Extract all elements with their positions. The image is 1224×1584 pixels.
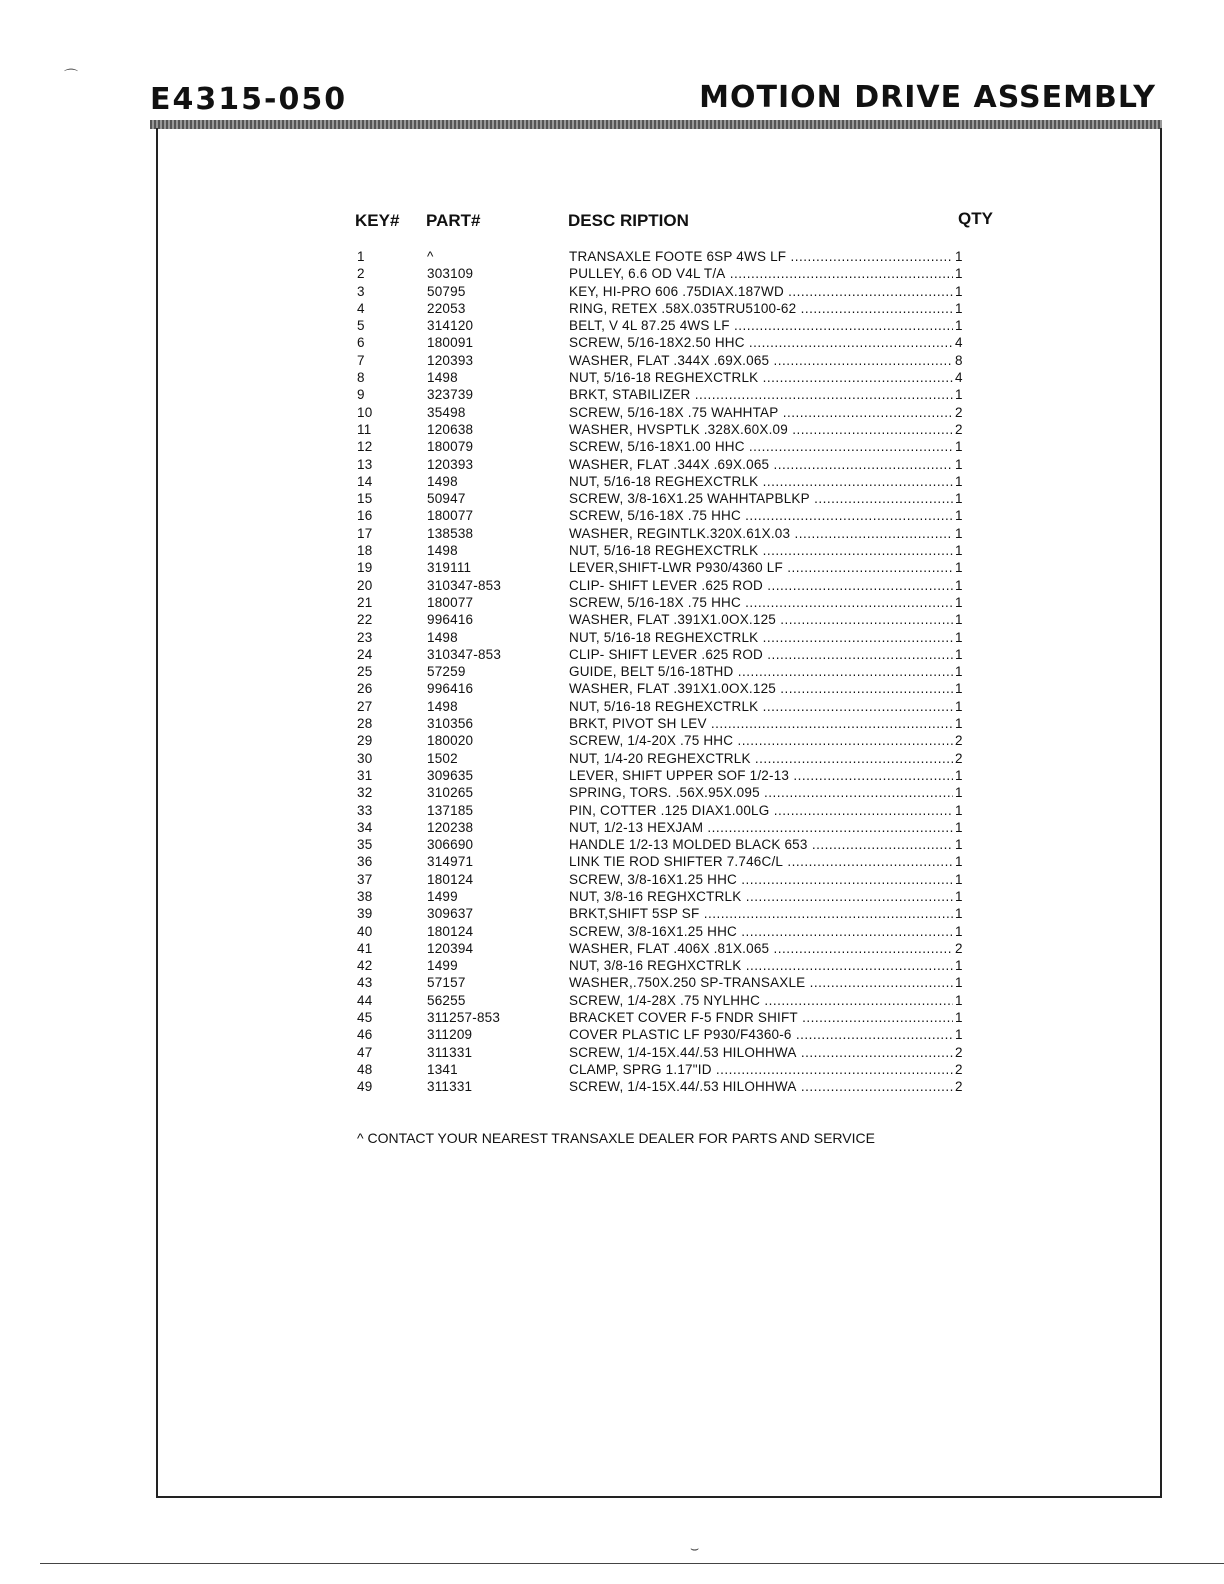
row-key: 40 bbox=[357, 923, 373, 939]
row-description: NUT, 5/16-18 REGHEXCTRLK ..... bbox=[569, 698, 953, 715]
row-description: CLAMP, SPRG 1.17"ID ..... bbox=[569, 1061, 953, 1078]
row-key: 37 bbox=[357, 871, 373, 887]
table-row bbox=[0, 663, 1224, 680]
row-key: 14 bbox=[357, 473, 373, 489]
row-description: WASHER, FLAT .406X .81X.065 ..... bbox=[569, 940, 953, 957]
row-quantity: 1 bbox=[955, 785, 963, 801]
table-row bbox=[0, 1044, 1224, 1061]
table-row bbox=[0, 1026, 1224, 1043]
row-quantity: 1 bbox=[955, 664, 963, 680]
table-row bbox=[0, 784, 1224, 801]
row-quantity: 1 bbox=[955, 560, 963, 576]
column-header-key: KEY# bbox=[355, 211, 400, 230]
row-description: WASHER, FLAT .391X1.0OX.125 ..... bbox=[569, 680, 953, 697]
row-key: 35 bbox=[357, 837, 373, 853]
table-row bbox=[0, 905, 1224, 922]
row-key: 3 bbox=[357, 283, 365, 299]
column-header-qty: QTY bbox=[958, 209, 993, 228]
row-key: 42 bbox=[357, 958, 373, 974]
table-row bbox=[0, 542, 1224, 559]
row-part-number: 120393 bbox=[427, 456, 474, 472]
row-quantity: 1 bbox=[955, 1010, 963, 1026]
row-description: WASHER, REGINTLK.320X.61X.03 ..... bbox=[569, 525, 953, 542]
row-description: NUT, 5/16-18 REGHEXCTRLK ..... bbox=[569, 542, 953, 559]
row-quantity: 1 bbox=[955, 716, 963, 732]
row-key: 7 bbox=[357, 352, 365, 368]
row-description: SCREW, 1/4-15X.44/.53 HILOHHWA ..... bbox=[569, 1044, 953, 1061]
row-description: HANDLE 1/2-13 MOLDED BLACK 653 ..... bbox=[569, 836, 953, 853]
row-quantity: 1 bbox=[955, 249, 963, 264]
row-part-number: 1498 bbox=[427, 629, 458, 645]
row-key: 16 bbox=[357, 508, 373, 524]
table-row bbox=[0, 456, 1224, 473]
row-quantity: 2 bbox=[955, 940, 963, 956]
row-part-number: 120393 bbox=[427, 352, 474, 368]
row-key: 32 bbox=[357, 785, 373, 801]
row-part-number: 1498 bbox=[427, 473, 458, 489]
row-description: WASHER, HVSPTLK .328X.60X.09 ..... bbox=[569, 421, 953, 438]
row-key: 25 bbox=[357, 664, 373, 680]
row-key: 39 bbox=[357, 906, 373, 922]
row-quantity: 1 bbox=[955, 975, 963, 991]
table-row bbox=[0, 1009, 1224, 1026]
row-key: 2 bbox=[357, 266, 365, 282]
row-part-number: ^ bbox=[427, 249, 434, 264]
row-part-number: 311331 bbox=[427, 1044, 473, 1060]
parts-list bbox=[0, 248, 1224, 1096]
row-description: LEVER,SHIFT-LWR P930/4360 LF ..... bbox=[569, 559, 953, 576]
row-description: BRACKET COVER F-5 FNDR SHIFT ..... bbox=[569, 1009, 953, 1026]
table-row bbox=[0, 421, 1224, 438]
row-key: 1 bbox=[357, 249, 365, 264]
table-row bbox=[0, 923, 1224, 940]
table-row bbox=[0, 283, 1224, 300]
row-description: COVER PLASTIC LF P930/F4360-6 ..... bbox=[569, 1026, 953, 1043]
row-quantity: 1 bbox=[955, 923, 963, 939]
row-quantity: 2 bbox=[955, 404, 963, 420]
row-quantity: 1 bbox=[955, 300, 963, 316]
row-part-number: 1498 bbox=[427, 543, 458, 559]
row-quantity: 1 bbox=[955, 888, 963, 904]
row-part-number: 310347-853 bbox=[427, 646, 502, 662]
table-row bbox=[0, 577, 1224, 594]
document-title: MOTION DRIVE ASSEMBLY bbox=[699, 80, 1156, 115]
row-description: NUT, 3/8-16 REGHXCTRLK ..... bbox=[569, 957, 953, 974]
row-key: 30 bbox=[357, 750, 373, 766]
table-row bbox=[0, 611, 1224, 628]
row-description: RING, RETEX .58X.035TRU5100-62 ..... bbox=[569, 300, 953, 317]
table-row bbox=[0, 957, 1224, 974]
row-description: CLIP- SHIFT LEVER .625 ROD ..... bbox=[569, 577, 953, 594]
row-quantity: 1 bbox=[955, 612, 963, 628]
table-row bbox=[0, 404, 1224, 421]
row-description: GUIDE, BELT 5/16-18THD ..... bbox=[569, 663, 953, 680]
row-key: 28 bbox=[357, 716, 373, 732]
row-quantity: 1 bbox=[955, 802, 963, 818]
table-row bbox=[0, 715, 1224, 732]
table-row bbox=[0, 507, 1224, 524]
row-part-number: 303109 bbox=[427, 266, 474, 282]
row-key: 21 bbox=[357, 594, 373, 610]
row-description: SCREW, 5/16-18X .75 HHC ..... bbox=[569, 594, 953, 611]
scan-mark: ⌣ bbox=[690, 1540, 700, 1556]
row-key: 31 bbox=[357, 767, 373, 783]
row-description: TRANSAXLE FOOTE 6SP 4WS LF ..... bbox=[569, 248, 953, 265]
row-description: SPRING, TORS. .56X.95X.095 ..... bbox=[569, 784, 953, 801]
table-row bbox=[0, 836, 1224, 853]
row-quantity: 2 bbox=[955, 1061, 963, 1077]
table-row bbox=[0, 940, 1224, 957]
row-part-number: 22053 bbox=[427, 300, 466, 316]
row-description: BRKT, STABILIZER ..... bbox=[569, 386, 953, 403]
row-key: 15 bbox=[357, 491, 373, 507]
row-part-number: 1498 bbox=[427, 370, 458, 386]
row-description: BELT, V 4L 87.25 4WS LF ..... bbox=[569, 317, 953, 334]
row-description: PIN, COTTER .125 DIAX1.00LG ..... bbox=[569, 802, 953, 819]
row-part-number: 120394 bbox=[427, 940, 474, 956]
table-row bbox=[0, 594, 1224, 611]
row-description: SCREW, 5/16-18X .75 WAHHTAP ..... bbox=[569, 404, 953, 421]
row-description: WASHER,.750X.250 SP-TRANSAXLE ..... bbox=[569, 974, 953, 991]
row-part-number: 311257-853 bbox=[427, 1010, 501, 1026]
row-quantity: 2 bbox=[955, 750, 963, 766]
row-key: 20 bbox=[357, 577, 373, 593]
table-row bbox=[0, 767, 1224, 784]
row-key: 10 bbox=[357, 404, 373, 420]
row-part-number: 120238 bbox=[427, 819, 474, 835]
row-key: 12 bbox=[357, 439, 373, 455]
footnote: ^ CONTACT YOUR NEAREST TRANSAXLE DEALER FOR PARTS AND SERVICE bbox=[357, 1130, 875, 1146]
row-part-number: 180079 bbox=[427, 439, 474, 455]
row-quantity: 4 bbox=[955, 335, 963, 351]
row-part-number: 120638 bbox=[427, 421, 474, 437]
row-part-number: 1498 bbox=[427, 698, 458, 714]
row-description: SCREW, 3/8-16X1.25 HHC ..... bbox=[569, 923, 953, 940]
row-part-number: 310265 bbox=[427, 785, 474, 801]
row-quantity: 1 bbox=[955, 318, 963, 334]
row-key: 23 bbox=[357, 629, 373, 645]
row-quantity: 1 bbox=[955, 525, 963, 541]
row-key: 18 bbox=[357, 543, 373, 559]
row-description: CLIP- SHIFT LEVER .625 ROD ..... bbox=[569, 646, 953, 663]
table-row bbox=[0, 680, 1224, 697]
row-quantity: 1 bbox=[955, 646, 963, 662]
row-part-number: 1499 bbox=[427, 958, 458, 974]
row-key: 27 bbox=[357, 698, 373, 714]
table-row bbox=[0, 871, 1224, 888]
row-description: KEY, HI-PRO 606 .75DIAX.187WD ..... bbox=[569, 283, 953, 300]
table-row bbox=[0, 629, 1224, 646]
row-quantity: 1 bbox=[955, 819, 963, 835]
column-header-part: PART# bbox=[426, 211, 481, 230]
row-part-number: 319111 bbox=[427, 560, 472, 576]
row-description: NUT, 1/2-13 HEXJAM ..... bbox=[569, 819, 953, 836]
row-part-number: 57157 bbox=[427, 975, 466, 991]
row-key: 19 bbox=[357, 560, 373, 576]
row-part-number: 1499 bbox=[427, 888, 458, 904]
row-part-number: 310356 bbox=[427, 716, 474, 732]
row-description: SCREW, 5/16-18X .75 HHC ..... bbox=[569, 507, 953, 524]
row-key: 4 bbox=[357, 300, 365, 316]
row-description: SCREW, 1/4-28X .75 NYLHHC ..... bbox=[569, 992, 953, 1009]
table-row bbox=[0, 334, 1224, 351]
table-row bbox=[0, 386, 1224, 403]
row-part-number: 1502 bbox=[427, 750, 458, 766]
row-part-number: 137185 bbox=[427, 802, 474, 818]
row-part-number: 314971 bbox=[427, 854, 474, 870]
row-quantity: 1 bbox=[955, 387, 963, 403]
table-row bbox=[0, 974, 1224, 991]
row-description: PULLEY, 6.6 OD V4L T/A ..... bbox=[569, 265, 953, 282]
table-row bbox=[0, 853, 1224, 870]
row-quantity: 1 bbox=[955, 283, 963, 299]
scan-mark: ⌒ bbox=[64, 68, 78, 84]
row-part-number: 57259 bbox=[427, 664, 466, 680]
row-key: 29 bbox=[357, 733, 373, 749]
table-row bbox=[0, 352, 1224, 369]
row-key: 45 bbox=[357, 1010, 373, 1026]
row-quantity: 2 bbox=[955, 1079, 963, 1095]
row-quantity: 1 bbox=[955, 594, 963, 610]
row-quantity: 8 bbox=[955, 352, 963, 368]
row-quantity: 1 bbox=[955, 629, 963, 645]
row-description: NUT, 3/8-16 REGHXCTRLK ..... bbox=[569, 888, 953, 905]
row-part-number: 996416 bbox=[427, 612, 474, 628]
table-row bbox=[0, 473, 1224, 490]
row-quantity: 1 bbox=[955, 681, 963, 697]
row-quantity: 1 bbox=[955, 1027, 963, 1043]
row-quantity: 1 bbox=[955, 266, 963, 282]
row-key: 34 bbox=[357, 819, 373, 835]
row-part-number: 56255 bbox=[427, 992, 466, 1008]
row-quantity: 1 bbox=[955, 698, 963, 714]
table-row bbox=[0, 265, 1224, 282]
row-description: SCREW, 3/8-16X1.25 HHC ..... bbox=[569, 871, 953, 888]
row-description: WASHER, FLAT .344X .69X.065 ..... bbox=[569, 352, 953, 369]
row-part-number: 35498 bbox=[427, 404, 466, 420]
table-row bbox=[0, 819, 1224, 836]
row-quantity: 1 bbox=[955, 473, 963, 489]
row-part-number: 1341 bbox=[427, 1061, 458, 1077]
row-key: 41 bbox=[357, 940, 373, 956]
row-description: SCREW, 3/8-16X1.25 WAHHTAPBLKP ..... bbox=[569, 490, 953, 507]
row-quantity: 2 bbox=[955, 1044, 963, 1060]
row-part-number: 50795 bbox=[427, 283, 466, 299]
column-header-description: DESC RIPTION bbox=[568, 211, 689, 230]
row-key: 38 bbox=[357, 888, 373, 904]
row-quantity: 1 bbox=[955, 854, 963, 870]
row-description: SCREW, 1/4-15X.44/.53 HILOHHWA ..... bbox=[569, 1078, 953, 1095]
row-quantity: 1 bbox=[955, 456, 963, 472]
row-quantity: 1 bbox=[955, 508, 963, 524]
row-part-number: 180091 bbox=[427, 335, 474, 351]
row-quantity: 1 bbox=[955, 543, 963, 559]
row-quantity: 2 bbox=[955, 733, 963, 749]
row-quantity: 1 bbox=[955, 958, 963, 974]
row-quantity: 4 bbox=[955, 370, 963, 386]
row-part-number: 138538 bbox=[427, 525, 474, 541]
table-row bbox=[0, 802, 1224, 819]
row-part-number: 50947 bbox=[427, 491, 466, 507]
row-key: 13 bbox=[357, 456, 373, 472]
row-part-number: 180124 bbox=[427, 871, 474, 887]
row-description: WASHER, FLAT .391X1.0OX.125 ..... bbox=[569, 611, 953, 628]
row-quantity: 1 bbox=[955, 491, 963, 507]
row-description: WASHER, FLAT .344X .69X.065 ..... bbox=[569, 456, 953, 473]
row-quantity: 1 bbox=[955, 871, 963, 887]
row-part-number: 309637 bbox=[427, 906, 474, 922]
table-row bbox=[0, 438, 1224, 455]
row-description: BRKT, PIVOT SH LEV ..... bbox=[569, 715, 953, 732]
table-row bbox=[0, 1078, 1224, 1095]
row-description: BRKT,SHIFT 5SP SF ..... bbox=[569, 905, 953, 922]
row-part-number: 311331 bbox=[427, 1079, 473, 1095]
row-part-number: 180077 bbox=[427, 508, 474, 524]
row-key: 43 bbox=[357, 975, 373, 991]
row-description: NUT, 5/16-18 REGHEXCTRLK ..... bbox=[569, 369, 953, 386]
row-key: 5 bbox=[357, 318, 365, 334]
row-part-number: 180077 bbox=[427, 594, 474, 610]
table-row bbox=[0, 300, 1224, 317]
row-part-number: 180124 bbox=[427, 923, 474, 939]
row-quantity: 1 bbox=[955, 439, 963, 455]
row-key: 46 bbox=[357, 1027, 373, 1043]
row-key: 9 bbox=[357, 387, 365, 403]
row-description: LEVER, SHIFT UPPER SOF 1/2-13 ..... bbox=[569, 767, 953, 784]
row-part-number: 309635 bbox=[427, 767, 474, 783]
bottom-rule bbox=[40, 1563, 1224, 1564]
row-key: 33 bbox=[357, 802, 373, 818]
row-description: LINK TIE ROD SHIFTER 7.746C/L ..... bbox=[569, 853, 953, 870]
row-key: 47 bbox=[357, 1044, 373, 1060]
row-part-number: 180020 bbox=[427, 733, 474, 749]
table-row bbox=[0, 525, 1224, 542]
table-row bbox=[0, 490, 1224, 507]
row-quantity: 2 bbox=[955, 421, 963, 437]
row-key: 22 bbox=[357, 612, 373, 628]
row-part-number: 996416 bbox=[427, 681, 474, 697]
row-part-number: 314120 bbox=[427, 318, 474, 334]
row-key: 26 bbox=[357, 681, 373, 697]
row-quantity: 1 bbox=[955, 992, 963, 1008]
row-key: 44 bbox=[357, 992, 373, 1008]
table-row bbox=[0, 369, 1224, 386]
row-key: 24 bbox=[357, 646, 373, 662]
table-row bbox=[0, 750, 1224, 767]
row-part-number: 311209 bbox=[427, 1027, 473, 1043]
row-quantity: 1 bbox=[955, 837, 963, 853]
table-row bbox=[0, 888, 1224, 905]
table-row bbox=[0, 1061, 1224, 1078]
row-part-number: 310347-853 bbox=[427, 577, 502, 593]
row-quantity: 1 bbox=[955, 577, 963, 593]
table-row bbox=[0, 646, 1224, 663]
row-description: SCREW, 5/16-18X2.50 HHC ..... bbox=[569, 334, 953, 351]
row-description: SCREW, 1/4-20X .75 HHC ..... bbox=[569, 732, 953, 749]
row-quantity: 1 bbox=[955, 767, 963, 783]
row-description: NUT, 5/16-18 REGHEXCTRLK ..... bbox=[569, 629, 953, 646]
row-key: 36 bbox=[357, 854, 373, 870]
row-part-number: 306690 bbox=[427, 837, 474, 853]
row-key: 11 bbox=[357, 421, 372, 437]
row-quantity: 1 bbox=[955, 906, 963, 922]
table-row bbox=[0, 248, 1224, 265]
row-description: SCREW, 5/16-18X1.00 HHC ..... bbox=[569, 438, 953, 455]
table-row bbox=[0, 317, 1224, 334]
row-key: 49 bbox=[357, 1079, 373, 1095]
row-key: 48 bbox=[357, 1061, 373, 1077]
row-part-number: 323739 bbox=[427, 387, 474, 403]
table-row bbox=[0, 698, 1224, 715]
table-row bbox=[0, 732, 1224, 749]
document-code: E4315-050 bbox=[150, 82, 348, 117]
row-key: 17 bbox=[357, 525, 373, 541]
row-description: NUT, 5/16-18 REGHEXCTRLK ..... bbox=[569, 473, 953, 490]
row-key: 8 bbox=[357, 370, 365, 386]
table-row bbox=[0, 559, 1224, 576]
row-key: 6 bbox=[357, 335, 365, 351]
table-row bbox=[0, 992, 1224, 1009]
row-description: NUT, 1/4-20 REGHEXCTRLK ..... bbox=[569, 750, 953, 767]
